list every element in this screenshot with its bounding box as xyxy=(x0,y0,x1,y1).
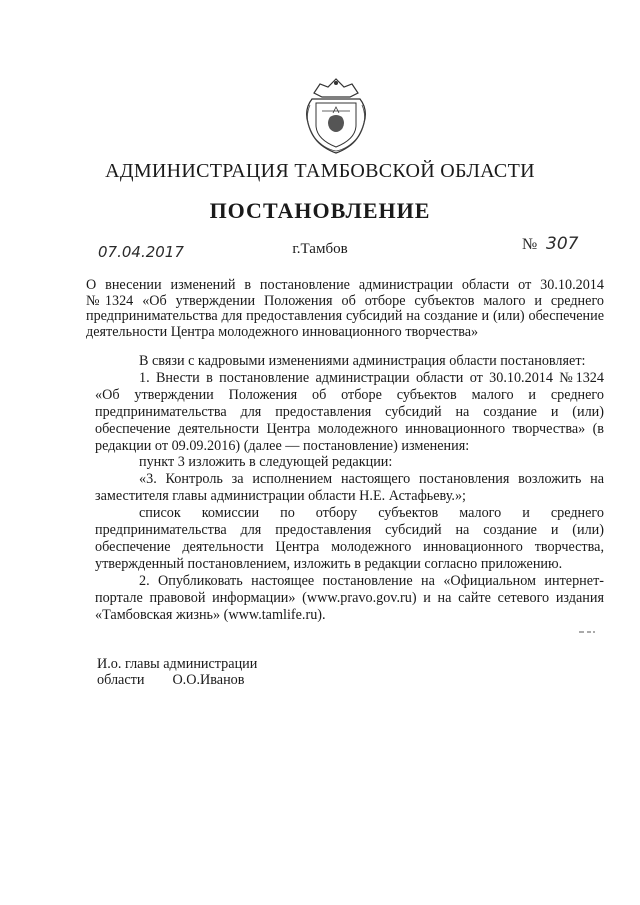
number-label: № xyxy=(522,236,538,253)
paragraph-preamble: В связи с кадровыми изменениями администрация области постановляет: xyxy=(139,353,586,369)
organization-name: АДМИНИСТРАЦИЯ ТАМБОВСКОЙ ОБЛАСТИ xyxy=(105,160,535,182)
handwritten-number: 307 xyxy=(546,234,579,254)
signature-position-line2 xyxy=(97,672,257,688)
city-name: г.Тамбов xyxy=(292,241,348,257)
document-type: ПОСТАНОВЛЕНИЕ xyxy=(209,198,431,223)
signature-block xyxy=(97,656,257,688)
paragraph-item-2: 2. Опубликовать настоящее постановление на «Официальном интернет-портале правовой информации» (www.pravo.gov.ru) и на сайте сетевого издания «Тамбовская жизнь» (www.tamlife.ru). xyxy=(95,572,604,623)
signature-name: О.О.Иванов xyxy=(172,672,245,688)
handwritten-date: 07.04.2017 xyxy=(98,243,184,261)
signature-position-line1: И.о. главы администрации xyxy=(97,656,258,672)
document-body xyxy=(95,353,604,624)
document-title: О внесении изменений в постановление администрации области от 30.10.2014 №1324 «Об утверждении Положения об отборе субъектов малого и среднего предпринимательства для предоставления субсидий на создание и (или) обеспечение деятельности Центра молодежного инновационного творчества» xyxy=(86,277,604,340)
paragraph-item-1: 1. Внести в постановление администрации области от 30.10.2014 №1324 «Об утверждении Положения об отборе субъектов малого и среднего предпринимательства для предоставления субсидий на создание и (или) обеспечение деятельности Центра молодежного инновационного творчества» (в редакции от 09.09.2016) (далее — постановление) изменения: xyxy=(95,369,604,454)
signature-position-region: области xyxy=(97,672,145,688)
paragraph-point-3: пункт 3 изложить в следующей редакции: xyxy=(139,454,393,471)
paragraph-quote: «3. Контроль за исполнением настоящего постановления возложить на заместителя главы администрации области Н.Е. Астафьеву.»; xyxy=(95,471,604,505)
paragraph-commission-list: список комиссии по отбору субъектов малого и среднего предпринимательства для предоставления субсидий на создание и (или) обеспечение деятельности Центра молодежного инновационного творчества, утвержденный постановлением, изложить в редакции согласно приложению. xyxy=(95,505,604,572)
scan-mark xyxy=(578,630,596,634)
tambov-coat-of-arms-icon xyxy=(300,75,372,155)
